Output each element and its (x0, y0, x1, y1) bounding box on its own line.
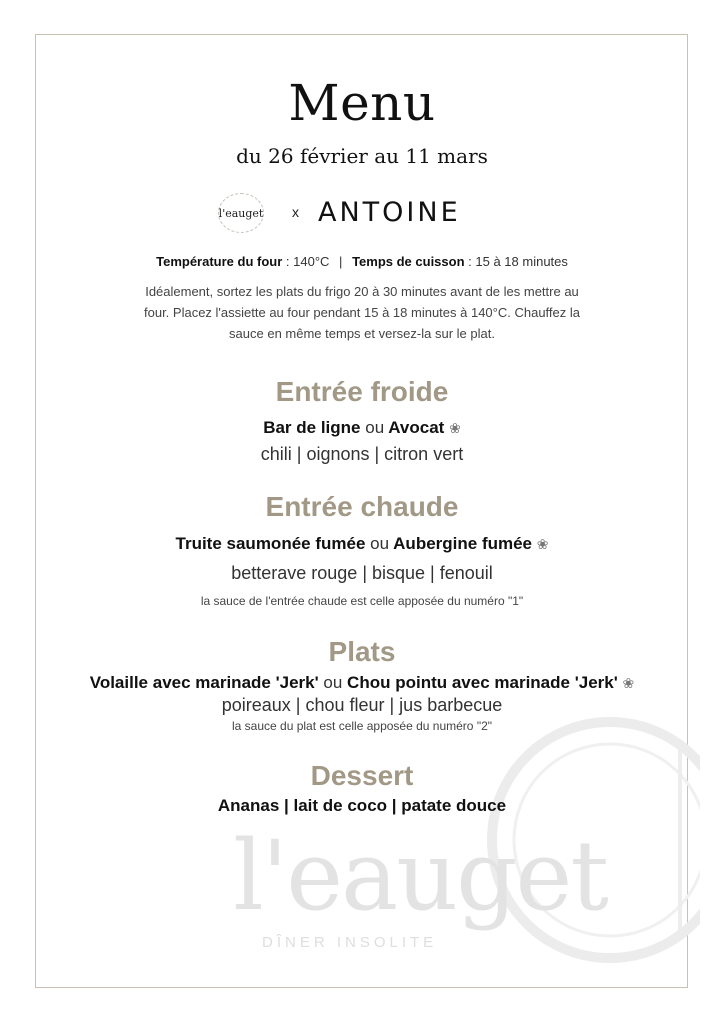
time-label: Temps de cuisson (352, 254, 465, 269)
dish-name: Avocat (388, 418, 445, 437)
cooking-instructions (0, 281, 724, 344)
dish-name: Bar de ligne (263, 418, 361, 437)
dish-line-dessert: Ananas | lait de coco | patate douce (217, 796, 507, 815)
watermark-logo: l'eauget (233, 820, 607, 932)
garnish-entree-chaude: betterave rouge | bisque | fenouil (231, 563, 493, 583)
dish-line-entree-froide (0, 418, 724, 438)
cooking-info (0, 254, 724, 269)
instructions-line: four. Placez l'assiette au four pendant 15 à 18 minutes à 140°C. Chauffez la (144, 305, 580, 320)
temp-value: : 140°C (285, 254, 330, 269)
dish-or: ou (365, 418, 385, 437)
section-title-entree-chaude: Entrée chaude (265, 491, 459, 522)
page-title: Menu (288, 74, 436, 132)
garnish-entree-froide: chili | oignons | citron vert (260, 444, 464, 464)
dish-name: Aubergine fumée (393, 534, 533, 553)
dish-name: Truite saumonée fumée (175, 534, 366, 553)
section-title-plats: Plats (328, 636, 396, 667)
section-title-entree-froide: Entrée froide (275, 376, 449, 407)
info-separator: | (339, 254, 343, 269)
leaf-icon: ❀ (622, 675, 635, 691)
note-plats: la sauce du plat est celle apposée du numéro "2" (231, 719, 493, 733)
dish-or: ou (370, 534, 390, 553)
leaf-icon: ❀ (536, 536, 549, 552)
leauget-logo: l'eauget (218, 193, 264, 233)
instructions-line: sauce en même temps et versez-la sur le plat. (229, 326, 495, 341)
watermark-tagline: DÎNER INSOLITE (262, 934, 438, 951)
garnish-plats: poireaux | chou fleur | jus barbecue (221, 695, 503, 715)
section-title-dessert: Dessert (310, 760, 414, 791)
partner-logos (0, 193, 724, 237)
antoine-logo: ANTOINE (318, 197, 461, 228)
dish-name: Chou pointu avec marinade 'Jerk' (347, 673, 618, 692)
dish-name: Volaille avec marinade 'Jerk' (89, 673, 319, 692)
logo-separator: x (292, 204, 299, 220)
note-entree-chaude: la sauce de l'entrée chaude est celle apposée du numéro "1" (200, 594, 524, 608)
dish-line-plats (0, 673, 724, 693)
dish-or: ou (323, 673, 343, 692)
dish-line-entree-chaude (0, 534, 724, 554)
leaf-icon: ❀ (449, 420, 461, 436)
menu-dates: du 26 février au 11 mars (236, 144, 488, 168)
temp-label: Température du four (156, 254, 283, 269)
instructions-line: Idéalement, sortez les plats du frigo 20 à 30 minutes avant de les mettre au (145, 284, 579, 299)
time-value: : 15 à 18 minutes (468, 254, 568, 269)
